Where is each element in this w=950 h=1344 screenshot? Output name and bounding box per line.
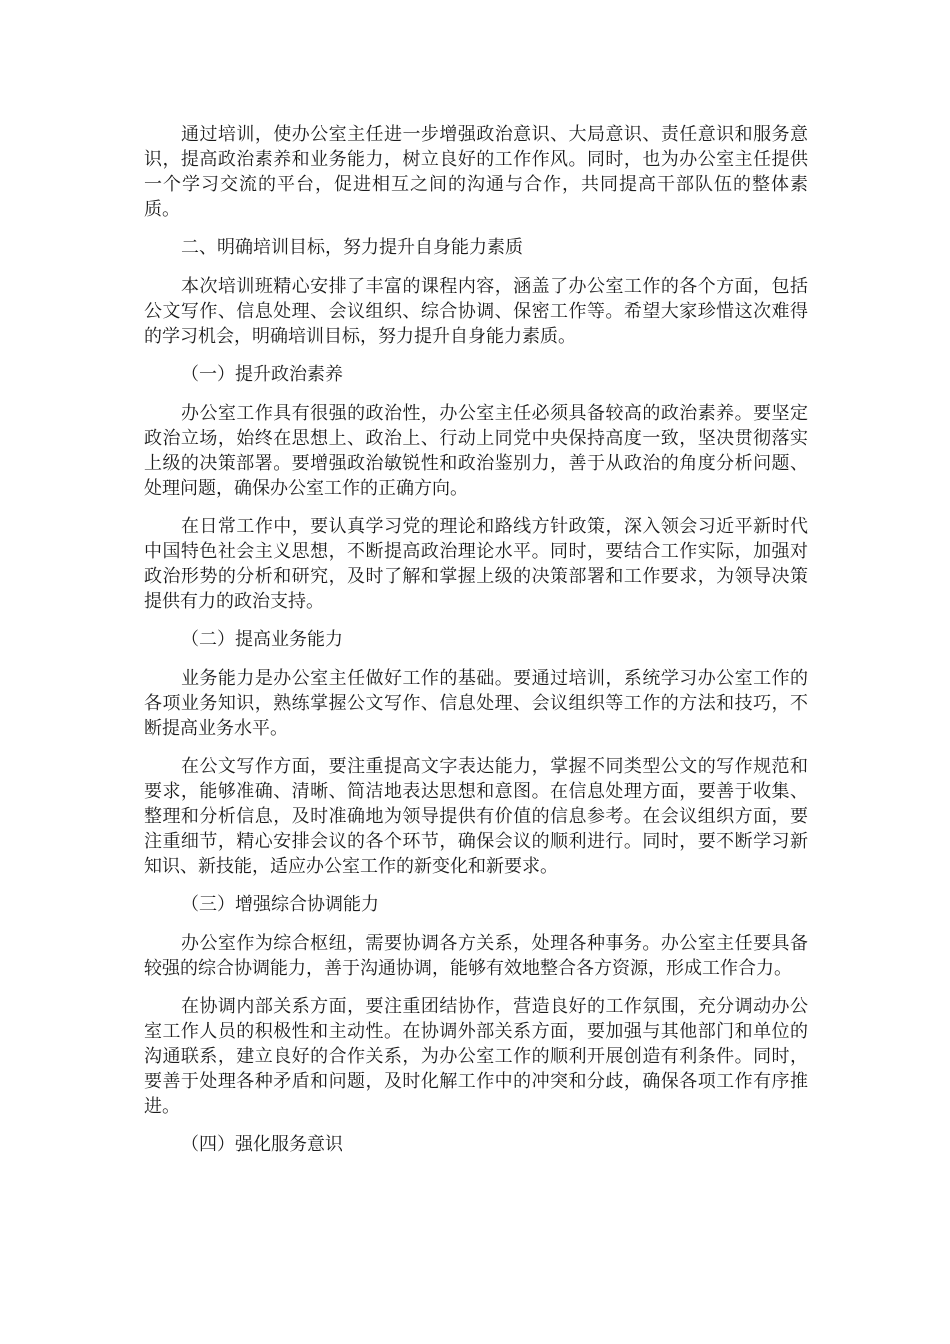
document-body: [144, 122, 808, 1171]
paragraph: 在日常工作中，要认真学习党的理论和路线方针政策，深入领会习近平新时代中国特色社会主义思想，不断提高政治理论水平。同时，要结合工作实际，加强对政治形势的分析和研究，及时了解和掌握上级的决策部署和工作要求，为领导决策提供有力的政治支持。: [144, 516, 808, 612]
paragraph: 在协调内部关系方面，要注重团结协作，营造良好的工作氛围，充分调动办公室工作人员的积极性和主动性。在协调外部关系方面，要加强与其他部门和单位的沟通联系，建立良好的合作关系，为办公室工作的顺利开展创造有利条件。同时，要善于处理各种矛盾和问题，及时化解工作中的冲突和分歧，确保各项工作有序推进。: [144, 996, 808, 1117]
paragraph: 办公室工作具有很强的政治性，办公室主任必须具备较高的政治素养。要坚定政治立场，始终在思想上、政治上、行动上同党中央保持高度一致，坚决贯彻落实上级的决策部署。要增强政治敏锐性和政治鉴别力，善于从政治的角度分析问题、处理问题，确保办公室工作的正确方向。: [144, 403, 808, 499]
paragraph: 通过培训，使办公室主任进一步增强政治意识、大局意识、责任意识和服务意识，提高政治素养和业务能力，树立良好的工作作风。同时，也为办公室主任提供一个学习交流的平台，促进相互之间的沟通与合作，共同提高干部队伍的整体素质。: [144, 124, 808, 220]
subsection-heading: （二）提高业务能力: [181, 629, 343, 650]
paragraph: 本次培训班精心安排了丰富的课程内容，涵盖了办公室工作的各个方面，包括公文写作、信息处理、会议组织、综合协调、保密工作等。希望大家珍惜这次难得的学习机会，明确培训目标，努力提升自身能力素质。: [144, 276, 808, 347]
subsection-heading: （三）增强综合协调能力: [181, 894, 379, 915]
paragraph: 在公文写作方面，要注重提高文字表达能力，掌握不同类型公文的写作规范和要求，能够准确、清晰、简洁地表达思想和意图。在信息处理方面，要善于收集、整理和分析信息，及时准确地为领导提供有价值的信息参考。在会议组织方面，要注重细节，精心安排会议的各个环节，确保会议的顺利进行。同时，要不断学习新知识、新技能，适应办公室工作的新变化和新要求。: [144, 756, 808, 877]
subsection-heading: （一）提升政治素养: [181, 364, 343, 385]
section-heading: 二、明确培训目标，努力提升自身能力素质: [181, 237, 523, 258]
subsection-heading: （四）强化服务意识: [181, 1134, 343, 1155]
paragraph: 业务能力是办公室主任做好工作的基础。要通过培训，系统学习办公室工作的各项业务知识，熟练掌握公文写作、信息处理、会议组织等工作的方法和技巧，不断提高业务水平。: [144, 668, 808, 739]
paragraph: 办公室作为综合枢纽，需要协调各方关系，处理各种事务。办公室主任要具备较强的综合协调能力，善于沟通协调，能够有效地整合各方资源，形成工作合力。: [144, 933, 808, 979]
